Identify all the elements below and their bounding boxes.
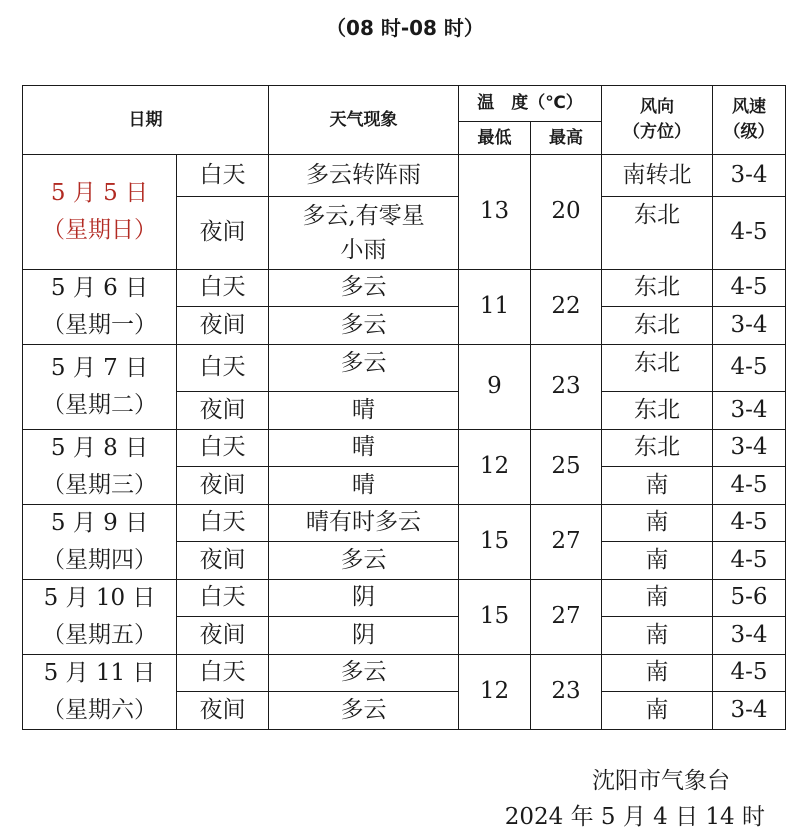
wind-direction-cell: 南 — [602, 692, 713, 730]
wind-direction-cell: 南 — [602, 542, 713, 580]
date-cell: 5 月 6 日 （星期一） — [23, 270, 177, 345]
weather-cell: 多云 — [269, 542, 459, 580]
wind-direction-cell: 南 — [602, 617, 713, 655]
date-cell: 5 月 8 日 （星期三） — [23, 430, 177, 505]
date-cell: 5 月 9 日 （星期四） — [23, 505, 177, 580]
period-label: 白天 — [177, 345, 269, 392]
table-row — [23, 655, 786, 692]
weather-cell: 多云,有零星 小雨 — [269, 197, 459, 270]
header-date: 日期 — [23, 86, 269, 155]
wind-direction-cell: 东北 — [602, 197, 713, 270]
wind-speed-cell: 5-6 — [713, 580, 786, 617]
wind-direction-cell: 东北 — [602, 392, 713, 430]
temp-min-cell: 13 — [459, 155, 531, 270]
wind-direction-cell: 东北 — [602, 307, 713, 345]
temp-min-cell: 11 — [459, 270, 531, 345]
date-cell: 5 月 7 日 （星期二） — [23, 345, 177, 430]
wind-speed-cell: 4-5 — [713, 655, 786, 692]
table-row — [23, 155, 786, 197]
weather-cell: 多云 — [269, 270, 459, 307]
temp-max-cell: 20 — [531, 155, 602, 270]
period-label: 夜间 — [177, 392, 269, 430]
weather-forecast-table — [22, 85, 786, 730]
temp-max-cell: 22 — [531, 270, 602, 345]
period-label: 白天 — [177, 580, 269, 617]
wind-speed-cell: 4-5 — [713, 345, 786, 392]
wind-direction-cell: 南 — [602, 580, 713, 617]
date-cell: 5 月 10 日 （星期五） — [23, 580, 177, 655]
weather-cell: 阴 — [269, 617, 459, 655]
wind-direction-cell: 东北 — [602, 270, 713, 307]
weather-cell: 多云 — [269, 345, 459, 392]
header-wind-speed: 风速 （级） — [713, 86, 786, 155]
wind-speed-cell: 3-4 — [713, 430, 786, 467]
weather-cell: 多云转阵雨 — [269, 155, 459, 197]
period-label: 白天 — [177, 430, 269, 467]
wind-direction-cell: 东北 — [602, 430, 713, 467]
temp-max-cell: 25 — [531, 430, 602, 505]
header-weather: 天气现象 — [269, 86, 459, 155]
header-row — [23, 86, 786, 122]
period-label: 白天 — [177, 505, 269, 542]
period-label: 白天 — [177, 655, 269, 692]
weather-cell: 晴有时多云 — [269, 505, 459, 542]
temp-min-cell: 15 — [459, 505, 531, 580]
weather-cell: 多云 — [269, 655, 459, 692]
wind-speed-cell: 4-5 — [713, 197, 786, 270]
wind-speed-cell: 3-4 — [713, 692, 786, 730]
wind-direction-cell: 南 — [602, 467, 713, 505]
date-cell: 5 月 11 日 （星期六） — [23, 655, 177, 730]
period-label: 白天 — [177, 155, 269, 197]
weather-cell: 晴 — [269, 392, 459, 430]
table-row — [23, 345, 786, 392]
wind-speed-cell: 4-5 — [713, 542, 786, 580]
temp-max-cell: 23 — [531, 655, 602, 730]
temp-max-cell: 23 — [531, 345, 602, 430]
header-wind-direction: 风向 （方位） — [602, 86, 713, 155]
period-label: 夜间 — [177, 307, 269, 345]
period-label: 夜间 — [177, 197, 269, 270]
wind-speed-cell: 4-5 — [713, 467, 786, 505]
wind-speed-cell: 3-4 — [713, 392, 786, 430]
wind-direction-cell: 南转北 — [602, 155, 713, 197]
wind-direction-cell: 南 — [602, 655, 713, 692]
temp-min-cell: 12 — [459, 430, 531, 505]
table-row — [23, 270, 786, 307]
wind-speed-cell: 3-4 — [713, 155, 786, 197]
wind-speed-cell: 4-5 — [713, 505, 786, 542]
header-temperature: 温 度（℃） — [459, 86, 602, 122]
period-label: 白天 — [177, 270, 269, 307]
header-temp-min: 最低 — [459, 122, 531, 155]
wind-direction-cell: 南 — [602, 505, 713, 542]
temp-min-cell: 12 — [459, 655, 531, 730]
header-temp-max: 最高 — [531, 122, 602, 155]
weather-cell: 阴 — [269, 580, 459, 617]
wind-direction-cell: 东北 — [602, 345, 713, 392]
weather-cell: 晴 — [269, 430, 459, 467]
temp-min-cell: 15 — [459, 580, 531, 655]
issued-time: 2024 年 5 月 4 日 14 时 — [504, 804, 765, 830]
period-label: 夜间 — [177, 617, 269, 655]
weather-cell: 多云 — [269, 692, 459, 730]
issuer-name: 沈阳市气象台 — [592, 768, 730, 794]
table-row — [23, 580, 786, 617]
temp-max-cell: 27 — [531, 505, 602, 580]
forecast-period-subtitle: （08 时-08 时） — [326, 16, 484, 40]
table-row — [23, 430, 786, 467]
wind-speed-cell: 3-4 — [713, 307, 786, 345]
wind-speed-cell: 4-5 — [713, 270, 786, 307]
weather-cell: 多云 — [269, 307, 459, 345]
temp-max-cell: 27 — [531, 580, 602, 655]
period-label: 夜间 — [177, 467, 269, 505]
period-label: 夜间 — [177, 692, 269, 730]
date-cell: 5 月 5 日 （星期日） — [23, 155, 177, 270]
period-label: 夜间 — [177, 542, 269, 580]
wind-speed-cell: 3-4 — [713, 617, 786, 655]
table-row — [23, 505, 786, 542]
weather-cell: 晴 — [269, 467, 459, 505]
temp-min-cell: 9 — [459, 345, 531, 430]
